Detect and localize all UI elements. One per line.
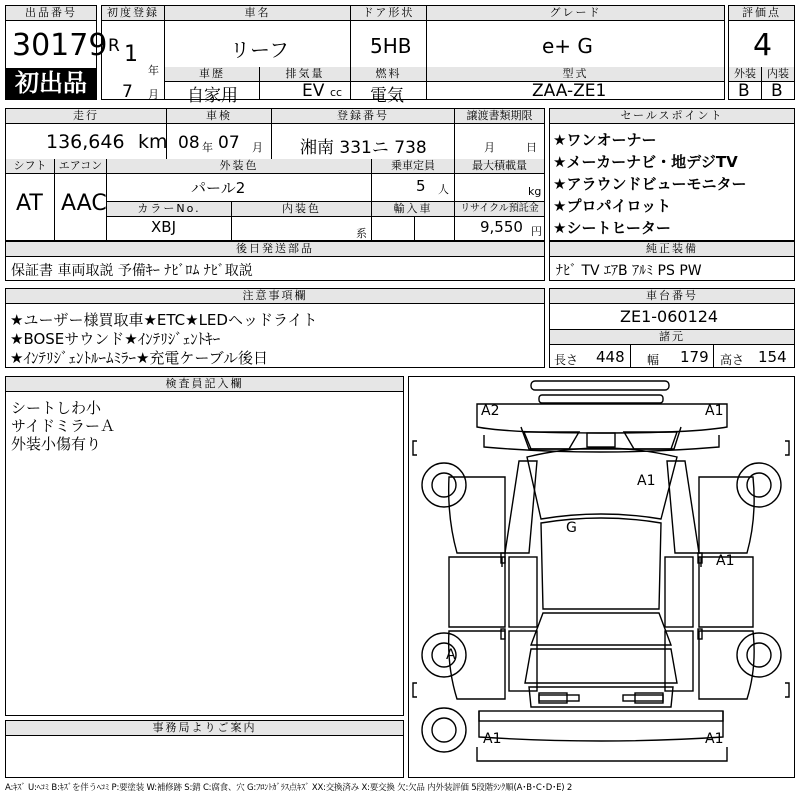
ext-label: 外装: [729, 67, 761, 82]
later-parts-text: 保証書 車両取説 予備ｷｰ ﾅﾋﾞﾛﾑ ﾅﾋﾞ取説: [11, 263, 253, 279]
note-line: ★BOSEサウンド★ｲﾝﾃﾘｼﾞｪﾝﾄｷｰ: [10, 330, 221, 348]
capacity-label: 乗車定員: [372, 159, 454, 174]
car-diagram: [408, 376, 795, 778]
fuel: 電気: [370, 86, 404, 106]
inspect-year: 08: [178, 133, 200, 153]
reg-month-unit: 月: [148, 88, 159, 101]
selling-point-item: ★ワンオーナー: [553, 131, 657, 149]
color-value: パール2: [191, 179, 246, 197]
specs-label: 諸元: [550, 330, 794, 345]
score-label: 評価点: [729, 6, 794, 21]
length-label: 長さ: [554, 353, 579, 367]
colorno-value: XBJ: [151, 218, 176, 236]
int-label: 内装: [762, 67, 794, 82]
height-label: 高さ: [720, 353, 745, 367]
mark-g-windshield: G: [566, 520, 577, 536]
recycle-label: リサイクル預託金: [455, 202, 544, 217]
reg-year-unit: 年: [148, 64, 159, 77]
height-value: 154: [758, 348, 787, 366]
score-box: [728, 5, 795, 100]
chassis-label: 車台番号: [550, 289, 794, 304]
inspect-month-unit: 月: [252, 141, 263, 154]
selling-points-label: セールスポイント: [550, 109, 794, 124]
note-line: ★ユーザー様買取車★ETC★LEDヘッドライト: [10, 311, 318, 329]
plate-number: 湘南 331ニ 738: [300, 138, 427, 158]
width-value: 179: [680, 348, 709, 366]
mileage-unit: km: [138, 131, 168, 153]
transfer-month-unit: 月: [484, 141, 495, 154]
mileage: 136,646: [46, 131, 125, 153]
notes-box: [5, 288, 545, 368]
ac-value: AAC: [61, 191, 107, 216]
length-value: 448: [596, 348, 625, 366]
displacement: EV: [302, 81, 325, 101]
reg-month: 7: [122, 82, 133, 102]
mark-a1-hood: A1: [637, 473, 656, 489]
later-parts-label: 後日発送部品: [6, 242, 544, 257]
legend-footer: A:ｷｽﾞ U:ﾍｺﾐ B:ｷｽﾞを伴うﾍｺﾐ P:要塗装 W:補修跡 S:錆 C:腐食、穴 G:ﾌﾛﾝﾄｶﾞﾗｽ点ｷｽﾞ XX:交換済み X:要交換 欠:欠品 内外装評価 5段階ﾗﾝｸ順(A･B･C･D･E) 2: [5, 783, 573, 793]
first-listing-badge: 初出品: [6, 68, 96, 99]
lot-number: 30179: [12, 28, 108, 63]
detail-table: [5, 108, 545, 241]
shift-label: シフト: [6, 159, 54, 174]
maxload-label: 最大積載量: [455, 159, 544, 174]
inspector-line: サイドミラーＡ: [11, 417, 115, 435]
plate-label: 登録番号: [272, 109, 454, 124]
import-label: 輸入車: [372, 202, 454, 217]
selling-points-box: [549, 108, 795, 241]
model-code: ZAA-ZE1: [532, 81, 607, 101]
equipment-box: [549, 241, 795, 281]
inspect-month: 07: [218, 133, 240, 153]
disp-label: 排気量: [260, 67, 350, 82]
chassis-number: ZE1-060124: [620, 307, 719, 326]
disp-unit: cc: [330, 86, 343, 99]
mark-a1-rear-left: A1: [483, 731, 502, 747]
selling-point-item: ★プロパイロット: [553, 197, 672, 215]
inspect-year-unit: 年: [202, 141, 213, 154]
selling-point-item: ★シートヒーター: [553, 219, 671, 237]
inspector-line: 外装小傷有り: [11, 435, 102, 453]
grade-label: グレード: [427, 6, 724, 21]
shift-value: AT: [16, 191, 43, 216]
lot-box: [5, 5, 108, 100]
fuel-label: 燃料: [351, 67, 426, 82]
selling-point-item: ★メーカーナビ・地デジTV: [553, 153, 738, 171]
mileage-label: 走行: [6, 109, 166, 124]
mark-a2: A2: [481, 403, 500, 419]
int-grade: B: [771, 81, 783, 101]
mark-a1-front: A1: [705, 403, 724, 419]
vehicle-header-table: [101, 5, 725, 106]
grade: e+ G: [542, 34, 593, 58]
recycle-value: 9,550: [480, 218, 523, 236]
score-value: 4: [753, 28, 773, 63]
note-line: ★ｲﾝﾃﾘｼﾞｪﾝﾄﾙｰﾑﾐﾗｰ★充電ケーブル後日: [10, 349, 269, 367]
inspector-label: 検査員記入欄: [6, 377, 403, 392]
history: 自家用: [187, 86, 238, 106]
equipment-label: 純正装備: [550, 242, 794, 257]
inspector-box: [5, 376, 404, 716]
ac-label: エアコン: [55, 159, 106, 174]
door-label: ドア形状: [351, 6, 426, 21]
car-outline-drawing: [409, 377, 794, 777]
intcolor-unit: 系: [356, 227, 367, 240]
ext-grade: B: [738, 81, 750, 101]
reg-year: 1: [124, 42, 138, 67]
selling-point-item: ★アラウンドビューモニター: [553, 175, 747, 193]
lot-label: 出品番号: [6, 6, 96, 21]
inspect-label: 車検: [167, 109, 271, 124]
colorno-label: カラーNo.: [107, 202, 231, 217]
model-label: 型式: [427, 67, 724, 82]
equipment-text: ﾅﾋﾞ TV ｴｱB ｱﾙﾐ PS PW: [556, 263, 702, 279]
capacity-value: 5: [416, 177, 426, 195]
mark-a1-rear-right: A1: [705, 731, 724, 747]
width-label: 幅: [647, 353, 660, 367]
later-parts-box: [5, 241, 545, 281]
reg-era: R: [108, 36, 120, 56]
color-label: 外装色: [107, 159, 371, 174]
notes-label: 注意事項欄: [6, 289, 544, 304]
transfer-label: 譲渡書類期限: [455, 109, 544, 124]
reg-label: 初度登録: [102, 6, 164, 21]
door-type: 5HB: [370, 34, 412, 58]
history-label: 車歴: [165, 67, 259, 82]
office-label: 事務局よりご案内: [6, 721, 403, 736]
recycle-unit: 円: [531, 225, 542, 238]
maxload-unit: kg: [528, 185, 542, 198]
mark-a-left: A: [446, 647, 456, 663]
intcolor-label: 内装色: [232, 202, 371, 217]
inspector-line: シートしわ小: [11, 399, 102, 417]
chassis-box: [549, 288, 795, 368]
name-label: 車名: [165, 6, 350, 21]
mark-a1-right: A1: [716, 553, 735, 569]
vehicle-name: リーフ: [230, 38, 289, 62]
office-box: [5, 720, 404, 778]
transfer-day-unit: 日: [526, 141, 537, 154]
capacity-unit: 人: [438, 183, 449, 196]
